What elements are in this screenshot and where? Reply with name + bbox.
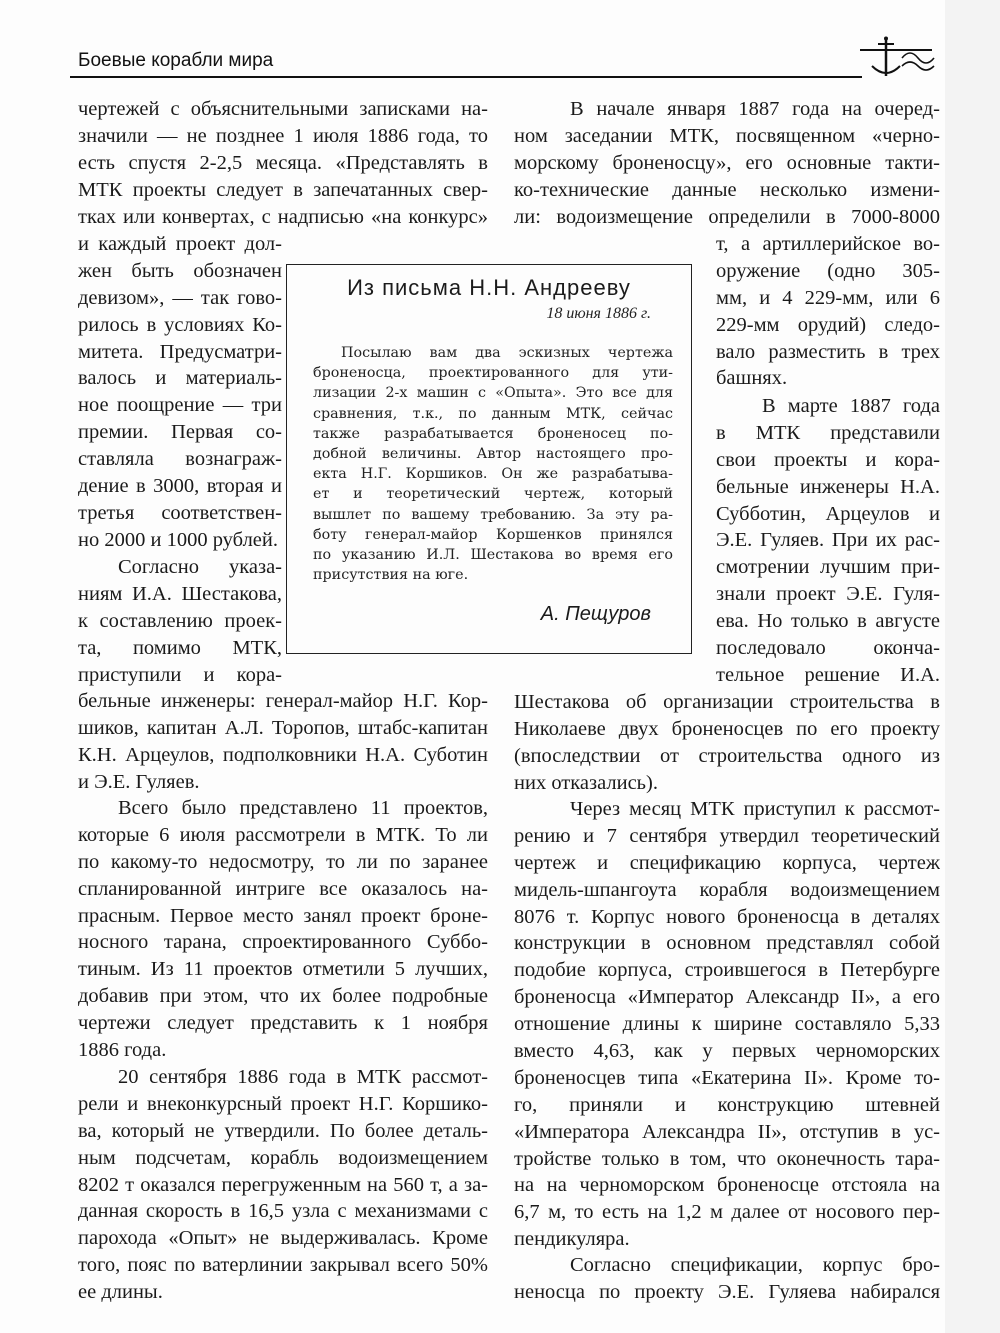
text-line: по какому-то недосмотру, то ли по заранее: [78, 850, 488, 873]
text-line: мидель-шпангоута корабля водоизмещением: [514, 878, 940, 901]
text-line: добавив при этом, что их более подробные: [78, 985, 488, 1008]
text-line: ном заседании МТК, посвященном «черно-: [514, 124, 940, 147]
text-line: приступили и кора-: [78, 663, 282, 686]
text-line: знали проект Э.Е. Гуля-: [716, 583, 940, 606]
text-line: носного тарана, спроектированного Суббо-: [78, 931, 488, 954]
sidebar-title: Из письма Н.Н. Андрееву: [347, 275, 631, 300]
left-para-1-narrow: [78, 231, 282, 554]
text-line: ко-технические данные несколько измени-: [514, 178, 940, 201]
next-page-edge: [945, 0, 1000, 1333]
sidebar-date: 18 июня 1886 г.: [546, 305, 651, 322]
text-line: и Э.Е. Гуляев.: [78, 770, 200, 793]
text-line: Субботин, Арцеулов и: [716, 502, 940, 525]
text-line: броненосца «Император Александр II», а его: [514, 986, 940, 1009]
text-line: смотрении лучшим при-: [716, 556, 940, 579]
sidebar-line: екта Н.Г. Коршиков. Он же разрабатыва-: [313, 466, 673, 483]
right-para-3: [514, 796, 940, 1253]
left-para-2-narrow: [78, 554, 282, 688]
sidebar-line: добной величины. Автор настоящего про-: [313, 445, 673, 462]
text-line: Э.Е. Гуляев. При их рас-: [716, 529, 940, 552]
text-line: и каждый проект дол-: [78, 233, 282, 255]
text-line: ее длины.: [78, 1281, 163, 1304]
text-line: ставляла вознаграж-: [78, 448, 282, 471]
letter-sidebar: [286, 264, 692, 654]
text-line: башнях.: [716, 367, 788, 390]
text-line: 20 сентября 1886 года в МТК рассмот-: [118, 1066, 488, 1088]
text-line: митета. Предусматри-: [78, 340, 282, 363]
sidebar-line: лизации 2-х машин с «Опыта». Это все для: [313, 385, 673, 402]
text-line: на на черноморском броненосце отстояла на: [514, 1174, 940, 1197]
text-line: морскому броненосцу», его основные такти-: [514, 151, 940, 174]
text-line: 229-мм орудий) следо-: [716, 313, 940, 336]
sidebar-line: вышлет по вашему требованию. За эту ра-: [313, 506, 673, 523]
text-line: го, приняли и конструкцию штевней: [514, 1093, 940, 1116]
text-line: оружение (одно 305-: [716, 259, 940, 282]
text-line: свои проекты и кора-: [716, 448, 940, 471]
text-line: премии. Первая со-: [78, 421, 282, 444]
text-line: того, пояс по ватерлинии закрывал всего 50%: [78, 1254, 488, 1277]
text-line: отношение длины к ширине составляло 5,33: [514, 1013, 940, 1036]
right-para-1: [514, 96, 940, 230]
text-line: вало разместить в трех: [716, 340, 940, 363]
left-para-2-wide: [78, 688, 488, 796]
text-line: валось и материаль-: [78, 367, 282, 390]
text-line: чертеж и спецификацию корпуса, чертеж: [514, 851, 940, 874]
text-line: «Императора Александра II», отступив в ус-: [514, 1120, 940, 1143]
left-para-3: [78, 795, 488, 1064]
right-para-4: [514, 1252, 940, 1306]
text-line: последовало оконча-: [716, 637, 940, 660]
sidebar-line: по указанию И.Л. Шестакова во время его: [313, 546, 673, 563]
text-line: чертежи следует представить к 1 ноября: [78, 1012, 488, 1035]
text-line: Шестакова об организации строительства в: [514, 691, 940, 713]
text-line: в МТК представили: [716, 421, 940, 444]
text-line: бельные инженеры Н.А.: [716, 475, 940, 498]
text-line: есть спустя 2-2,5 месяца. «Представлять в: [78, 151, 488, 174]
text-line: Николаеве двух броненосцев по его проекту: [514, 717, 940, 740]
text-line: 8076 т. Корпус нового броненосца в деталях: [514, 905, 940, 928]
left-para-1: [78, 96, 488, 230]
left-para-4: [78, 1064, 488, 1306]
text-line: ева. Но только в августе: [716, 610, 940, 633]
text-line: девизом», — так гово-: [78, 286, 282, 309]
sidebar-line: броненосца, проектированного для ути-: [313, 365, 673, 382]
text-line: данная скорость в 16,5 узла с механизмами с: [78, 1200, 488, 1223]
right-para-2-wide: [514, 689, 940, 797]
text-line: Всего было представлено 11 проектов,: [118, 797, 488, 819]
text-line: чертежей с объяснительными записками на-: [78, 98, 488, 120]
text-line: броненосцев типа «Екатерина II». Кроме то-: [514, 1066, 940, 1089]
text-line: 1886 года.: [78, 1039, 167, 1062]
sidebar-line: боту генерал-майор Коршенков принялся: [313, 526, 673, 543]
text-line: тках или конвертах, с надписью «на конкурс»: [78, 205, 488, 228]
text-line: Через месяц МТК приступил к рассмот-: [570, 798, 940, 820]
text-line: подобие корпуса, строившегося в Петербурге: [514, 959, 940, 982]
text-line: В марте 1887 года: [762, 395, 940, 417]
text-line: тройстве только в том, что оконечность тара-: [514, 1147, 940, 1170]
right-para-2-narrow: [716, 393, 940, 689]
text-line: них отказались).: [514, 771, 658, 794]
text-line: (впоследствии от строительства одного из: [514, 744, 940, 767]
text-line: мм, и 4 229-мм, или 6: [716, 286, 940, 309]
sidebar-line: также разрабатывается броненосец по-: [313, 425, 673, 442]
text-line: В начале января 1887 года на очеред-: [570, 98, 940, 120]
sidebar-body: [313, 343, 673, 585]
text-line: Согласно указа-: [118, 556, 282, 578]
text-line: пендикуляра.: [514, 1228, 630, 1251]
text-line: рению и 7 сентября утвердил теоретический: [514, 824, 940, 847]
sidebar-line: ет и теоретический чертеж, который: [313, 486, 673, 503]
text-line: спланированной интриге все оказалось на-: [78, 877, 488, 900]
sidebar-line: присутствия на юге.: [313, 567, 469, 584]
text-line: тельное решение И.А.: [716, 663, 940, 686]
text-line: вместо 4,63, как у первых черноморских: [514, 1040, 940, 1063]
text-line: МТК проекты следует в запечатанных свер-: [78, 178, 488, 201]
text-line: ным подсчетам, корабль водоизмещением: [78, 1146, 488, 1169]
anchor-icon: [858, 36, 938, 80]
text-line: 6,7 м, то есть на 1,2 м далее от носового пер-: [514, 1201, 940, 1224]
text-line: третья соответствен-: [78, 501, 282, 524]
text-line: жен быть обозначен: [78, 259, 282, 282]
text-line: рели и внеконкурсный проект Н.Г. Коршико-: [78, 1092, 488, 1115]
sidebar-line: Посылаю вам два эскизных чертежа: [341, 345, 673, 361]
header-rule: [70, 76, 862, 78]
text-line: парохода «Опыт» не выдерживалась. Кроме: [78, 1227, 488, 1250]
text-line: К.Н. Арцеулов, подполковники Н.А. Суботин: [78, 743, 488, 766]
text-line: бельные инженеры: генерал-майор Н.Г. Кор-: [78, 690, 488, 712]
sidebar-line: сравнения, т.к., по данным МТК, сейчас: [313, 405, 673, 422]
text-line: прасным. Первое место занял проект броне-: [78, 904, 488, 927]
text-line: неносца по проекту Э.Е. Гуляева набирался: [514, 1280, 940, 1303]
text-line: к составлению проек-: [78, 609, 282, 632]
text-line: та, помимо МТК,: [78, 636, 282, 659]
text-line: конструкции в основном представлял собой: [514, 932, 940, 955]
text-line: ли: водоизмещение определили в 7000-8000: [514, 205, 940, 228]
text-line: 8202 т оказался перегруженным на 560 т, а за-: [78, 1173, 488, 1196]
text-line: дение в 3000, вторая и: [78, 475, 282, 498]
sidebar-signature: А. Пещуров: [540, 603, 651, 625]
text-line: ное поощрение — три: [78, 394, 282, 417]
text-line: рилось в условиях Ко-: [78, 313, 282, 336]
text-line: шиков, капитан А.Л. Торопов, штабс-капитан: [78, 716, 488, 739]
right-para-1-narrow: [716, 231, 940, 392]
text-line: значили — не позднее 1 июля 1886 года, то: [78, 124, 488, 147]
text-line: тиным. Из 11 проектов отметили 5 лучших,: [78, 958, 488, 981]
text-line: т, а артиллерийское во-: [716, 233, 940, 255]
text-line: которые 6 июля рассмотрели в МТК. То ли: [78, 823, 488, 846]
text-line: Согласно спецификации, корпус бро-: [570, 1254, 940, 1276]
text-line: но 2000 и 1000 рублей.: [78, 528, 278, 551]
running-header: Боевые корабли мира: [78, 50, 274, 71]
text-line: ва, который не утвердили. По более деталь-: [78, 1119, 488, 1142]
text-line: ниям И.А. Шестакова,: [78, 582, 282, 605]
